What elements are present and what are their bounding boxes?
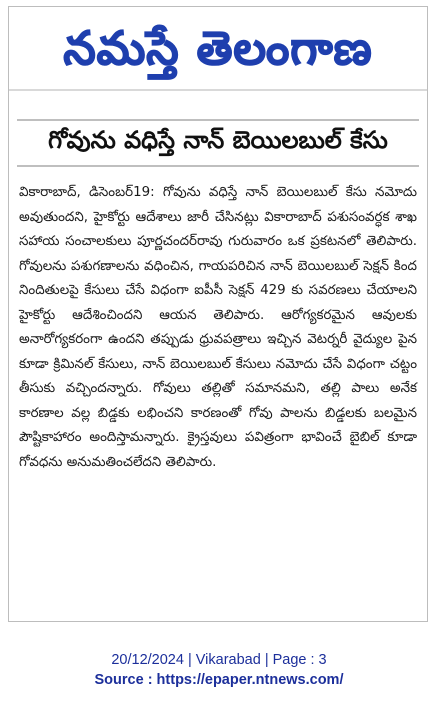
masthead-gap: [9, 91, 427, 119]
article-body: వికారాబాద్, డిసెంబర్19: గోవును వధిస్తే నాన్ బెయిలబుల్ కేసు నమోదు అవుతుందని, హైకోర్టు ఆదేశాలు జారీ చేసినట్లు వికారాబాద్ పశుసంవర్ధక శాఖ సహాయ సంచాలకులు పూర్ణచందర్‌రావు గురువారం ఒక ప్రకటనలో తెలిపారు. గోవులను పశుగణాలను వధించిన, గాయపరిచిన నాన్ బెయిలబుల్ సెక్షన్ కింద నిందితులపై కేసులు చేసే విధంగా ఐపీసీ సెక్షన్ 429 కు సవరణలు చేయాలని హైకోర్టు ఆదేశించిందని ఆయన తెలిపారు. ఆరోగ్యకరమైన ఆవులకు అనారోగ్యకరంగా ఉందని తప్పుడు ధ్రువపత్రాలు ఇచ్చిన వెటర్నరీ వైద్యుల పైన కూడా క్రిమినల్ కేసులు, నాన్ బెయిలబుల్ కేసులు నమోదు చేసే విధంగా చట్టం తీసుకు వచ్చిందన్నారు. గోవులు తల్లితో సమానమని, తల్లి పాలు అనేక కారణాల వల్ల బిడ్డకు లభించని కారణంతో గోవు పాలను బిడ్డలకు బలమైన పౌష్టికాహారం అందిస్తామన్నారు. క్రైస్తవులు పవిత్రంగా భావించే బైబిల్ కూడా గోవధను అనుమతించలేదని తెలిపారు.: [19, 185, 417, 470]
article-headline: గోవును వధిస్తే నాన్ బెయిలబుల్ కేసు: [48, 126, 388, 154]
masthead-title: నమస్తే తెలంగాణ: [63, 21, 373, 75]
clipping-footer: [0, 650, 438, 690]
headline-box: [17, 119, 419, 167]
news-clipping: [8, 6, 428, 622]
footer-source: Source : https://epaper.ntnews.com/: [94, 672, 344, 688]
newspaper-masthead: [9, 7, 427, 91]
footer-meta: 20/12/2024 | Vikarabad | Page : 3: [111, 652, 327, 668]
